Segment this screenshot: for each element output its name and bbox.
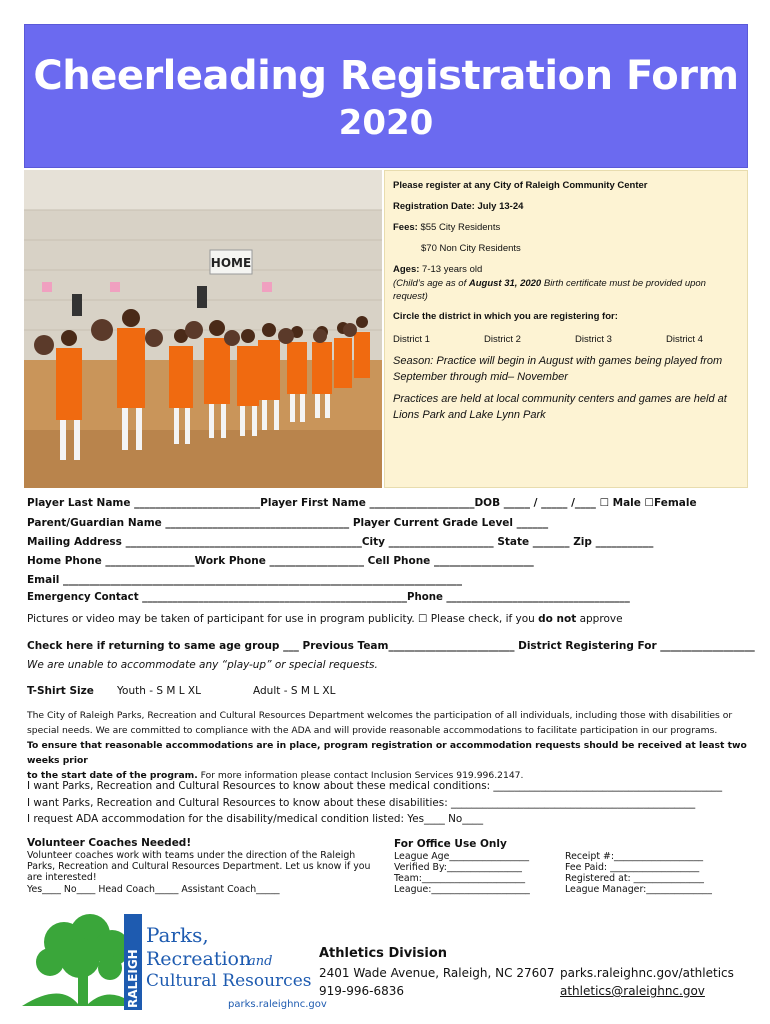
publicity-consent[interactable]: Pictures or video may be taken of participant for use in program publicity. ☐ Please check, if you do not approve: [27, 613, 623, 625]
registration-info-panel: [384, 170, 748, 488]
mailing-address-line[interactable]: Mailing Address _____________________________________________City ____________________ State _______ Zip ___________: [27, 536, 654, 548]
ages: Ages: 7-13 years old: [393, 264, 483, 275]
district-1[interactable]: District 1: [393, 334, 430, 345]
tshirt-adult-sizes[interactable]: Adult - S M L XL: [253, 685, 336, 697]
volunteer-options[interactable]: Yes____ No____ Head Coach_____ Assistant Coach_____: [27, 884, 280, 895]
cheerleaders-photo: [24, 170, 382, 488]
registration-date: Registration Date: July 13-24: [393, 201, 524, 212]
district-3[interactable]: District 3: [575, 334, 612, 345]
footer-website[interactable]: parks.raleighnc.gov/athletics: [560, 966, 734, 980]
office-use-heading: For Office Use Only: [394, 838, 507, 850]
home-sign: HOME: [210, 256, 252, 270]
ada-statement: The City of Raleigh Parks, Recreation and Cultural Resources Department welcomes the participation of all individuals, including those with disabilities or special needs. We are committed to compliance with the ADA and will provide reasonable accommodations to facilitate participation in our programs. To ensure that reasonable accommodations are in place, program registration or accommodation requests should be received at least two weeks prior to the start date of the program. For more information please contact Inclusion Services 919.996.2147.: [27, 710, 747, 781]
age-note-cont: request): [393, 291, 428, 302]
tshirt-youth-sizes[interactable]: Youth - S M L XL: [117, 685, 201, 697]
athletics-division: Athletics Division: [319, 946, 448, 961]
season-text: Season: Practice will begin in August with games being played from September through mid– November: [393, 355, 723, 383]
email-line[interactable]: Email ____________________________________________________________________________: [27, 574, 463, 586]
raleigh-parks-logo: [20, 912, 340, 1012]
volunteer-description: Volunteer coaches work with teams under the direction of the Raleigh Parks, Recreation and Cultural Resources Department. Let us know if you are interested!: [27, 850, 371, 883]
register-location-text: Please register at any City of Raleigh Community Center: [393, 180, 648, 191]
fees-city: Fees: $55 City Residents: [393, 222, 501, 233]
circle-district-text: Circle the district in which you are registering for:: [393, 311, 618, 322]
footer-phone: 919-996-6836: [319, 984, 405, 998]
phone-line[interactable]: Home Phone _________________Work Phone __________________ Cell Phone ___________________: [27, 555, 534, 567]
disabilities-line[interactable]: I want Parks, Recreation and Cultural Resources to know about these disabilities: _______________________________________________: [27, 797, 696, 809]
form-title: Cheerleading Registration Form: [33, 53, 739, 99]
emergency-contact-line[interactable]: Emergency Contact ____________________________________________________Phone ____________________________________: [27, 592, 630, 603]
svg-text:RALEIGH: RALEIGH: [126, 949, 140, 1008]
district-2[interactable]: District 2: [484, 334, 521, 345]
volunteer-heading: Volunteer Coaches Needed!: [27, 837, 192, 849]
tree-icon: [22, 914, 136, 1006]
footer-address: 2401 Wade Avenue, Raleigh, NC 27607: [319, 966, 555, 980]
age-note: (Child’s age as of August 31, 2020 Birth certificate must be provided upon: [393, 278, 706, 289]
district-4[interactable]: District 4: [666, 334, 703, 345]
player-name-line[interactable]: Player Last Name ________________________Player First Name ____________________DOB _____ / _____ /____ ☐ Male ☐Female: [27, 497, 697, 509]
svg-text:parks.raleighnc.gov: parks.raleighnc.gov: [228, 999, 327, 1010]
footer-email-link[interactable]: athletics@raleighnc.gov: [560, 984, 705, 998]
office-use-left: League Age_________________ Verified By:________________ Team:______________________ League:_____________________: [394, 851, 530, 895]
form-year: 2020: [338, 103, 434, 143]
office-use-right: Receipt #:___________________ Fee Paid: ___________________ Registered at: _______________ League Manager:______________: [565, 851, 712, 895]
medical-conditions-line[interactable]: I want Parks, Recreation and Cultural Resources to know about these medical conditions: ____________________________________________: [27, 780, 723, 792]
tshirt-size-label: T-Shirt Size: [27, 685, 94, 697]
no-play-up-notice: We are unable to accommodate any “play-up” or special requests.: [27, 659, 378, 671]
svg-text:and: and: [248, 954, 273, 969]
age-group-line[interactable]: Check here if returning to same age group ___ Previous Team________________________ District Registering For __________________: [27, 640, 755, 652]
svg-text:Parks,: Parks,: [146, 923, 209, 947]
practice-text: Practices are held at local community centers and games are held at Lions Park and Lake Lynn Park: [393, 393, 727, 421]
svg-text:Cultural Resources: Cultural Resources: [146, 971, 312, 991]
guardian-line[interactable]: Parent/Guardian Name ___________________________________ Player Current Grade Level ______: [27, 517, 549, 529]
ada-accommodation-line[interactable]: I request ADA accommodation for the disability/medical condition listed: Yes____ No____: [27, 813, 484, 825]
header-banner: [24, 24, 748, 168]
svg-text:Recreation: Recreation: [146, 948, 252, 970]
fees-noncity: $70 Non City Residents: [421, 243, 521, 254]
